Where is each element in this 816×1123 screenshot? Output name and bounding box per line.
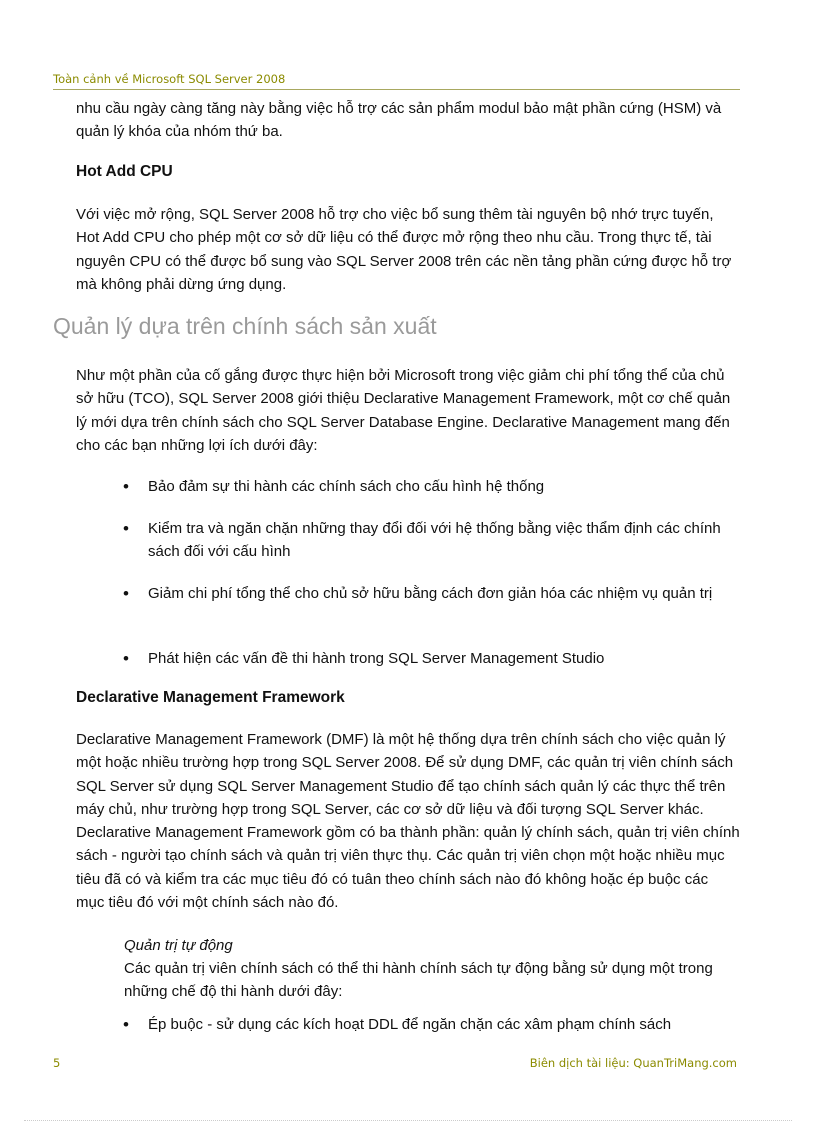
list-item: • Ép buộc - sử dụng các kích hoạt DDL để ngăn chặn các xâm phạm chính sách [148, 1013, 740, 1036]
auto-admin-title [124, 934, 740, 957]
list-item: • Phát hiện các vấn đề thi hành trong SQL Server Management Studio [148, 647, 740, 670]
intro-paragraph: nhu cầu ngày càng tăng này bằng việc hỗ trợ các sản phẩm modul bảo mật phần cứng (HSM) và quản lý khóa của nhóm thứ ba. [76, 100, 722, 141]
policy-paragraph: Như một phần của cố gắng được thực hiện bởi Microsoft trong việc giảm chi phí tổng thể của chủ sở hữu (TCO), SQL Server 2008 giới thiệu Declarative Management Framework, một cơ chế quản lý mới dựa trên chính sách cho SQL Server Database Engine. Declarative Management mang đến cho các bạn những lợi ích dưới đây: [76, 367, 731, 454]
dmf-paragraph: Declarative Management Framework (DMF) là một hệ thống dựa trên chính sách cho việc quản lý một hoặc nhiều trường hợp trong SQL Server 2008. Để sử dụng DMF, các quản trị viên chính sách SQL Server sử dụng SQL Server Management Studio để tạo chính sách quản lý các thực thể trên máy chủ, như trường hợp trong SQL Server, các cơ sở dữ liệu và đối tượng SQL Server khác. Declarative Management Framework gồm có ba thành phần: quản lý chính sách, quản trị viên chính sách - người tạo chính sách và quản trị viên thực thụ. Các quản trị viên chọn một hoặc nhiều mục tiêu đã có và kiểm tra các mục tiêu đó có tuân theo chính sách nào đó không hoặc ép buộc các mục tiêu đó với một chính sách nào đó. [76, 731, 740, 912]
auto-admin-title-text: Quản trị tự động [124, 937, 233, 954]
dmf-heading: Declarative Management Framework [76, 689, 345, 706]
auto-admin-paragraph: Các quản trị viên chính sách có thể thi hành chính sách tự động bằng sử dụng một trong những chế độ thi hành dưới đây: [124, 960, 713, 1001]
header-title: Toàn cảnh về Microsoft SQL Server 2008 [53, 72, 286, 86]
page-number: 5 [53, 1056, 61, 1070]
list-item: • Bảo đảm sự thi hành các chính sách cho cấu hình hệ thống [148, 475, 740, 498]
list-item: • Giảm chi phí tổng thể cho chủ sở hữu bằng cách đơn giản hóa các nhiệm vụ quản trị [148, 582, 740, 605]
page-bottom-border [24, 1120, 792, 1121]
hot-add-paragraph: Với việc mở rộng, SQL Server 2008 hỗ trợ cho việc bổ sung thêm tài nguyên bộ nhớ trực tuyến, Hot Add CPU cho phép một cơ sở dữ liệu có thể được mở rộng theo nhu cầu. Trong thực tế, tài nguyên CPU có thể được bổ sung vào SQL Server 2008 trên các nền tảng phần cứng được hỗ trợ mà không phải dừng ứng dụng. [76, 206, 732, 293]
list-item: • Kiểm tra và ngăn chặn những thay đổi đối với hệ thống bằng việc thẩm định các chính sách đối với cấu hình [148, 517, 740, 564]
policy-section-heading: Quản lý dựa trên chính sách sản xuất [53, 313, 437, 339]
hot-add-heading: Hot Add CPU [76, 163, 173, 180]
header-divider [53, 89, 740, 90]
footer-credit: Biên dịch tài liệu: QuanTriMang.com [529, 1056, 737, 1070]
